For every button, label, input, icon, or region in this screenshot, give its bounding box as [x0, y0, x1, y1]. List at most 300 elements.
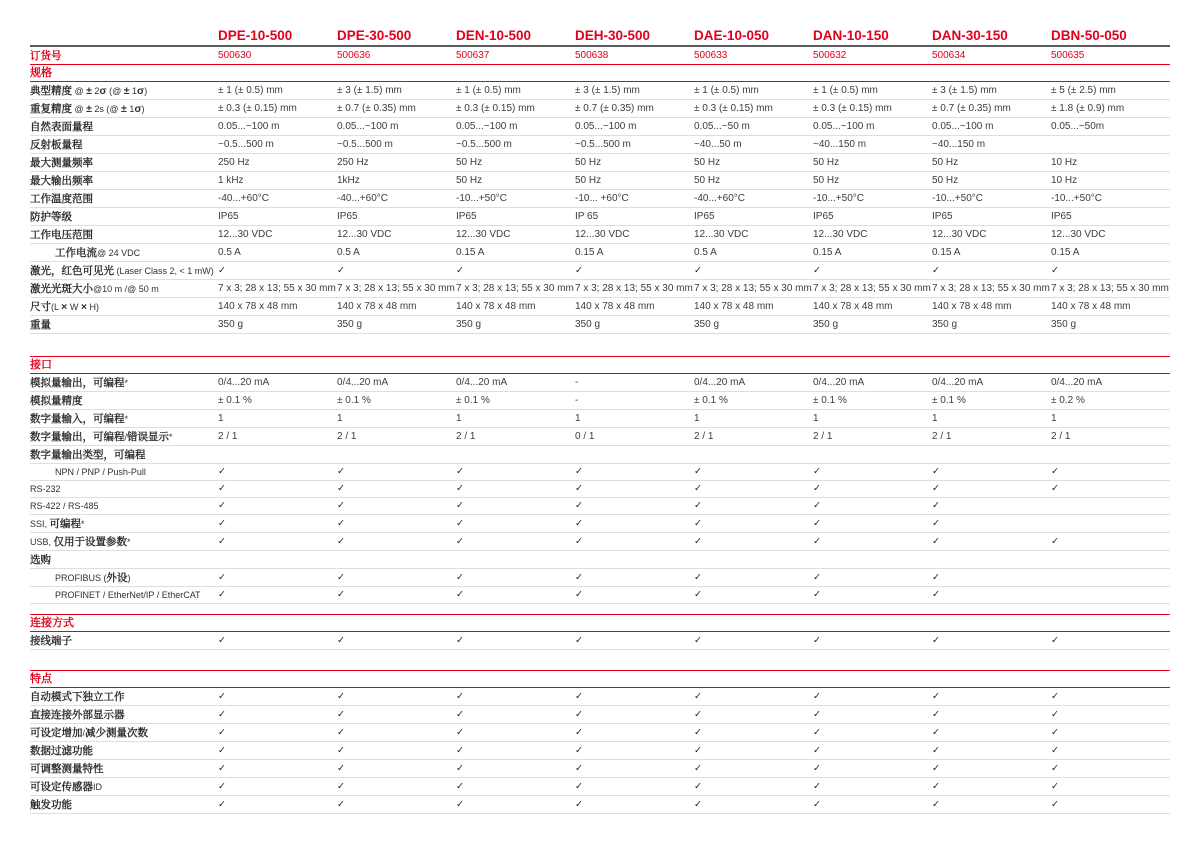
- column-header-model: DPE-30-500: [337, 27, 412, 43]
- check-mark: ✓: [337, 517, 345, 529]
- table-row: [30, 100, 1170, 118]
- spec-cell: ± 0.1 %: [218, 394, 252, 406]
- check-mark: ✓: [932, 517, 940, 529]
- spec-cell: 2 / 1: [218, 430, 238, 442]
- check-mark: ✓: [575, 535, 583, 547]
- check-mark: ✓: [932, 571, 940, 583]
- spec-cell: [337, 454, 456, 456]
- check-mark: ✓: [575, 798, 583, 810]
- check-mark: ✓: [575, 780, 583, 792]
- table-row: [30, 244, 1170, 262]
- check-mark: ✓: [456, 634, 464, 646]
- order-number: 500635: [1051, 49, 1085, 61]
- check-mark: ✓: [813, 690, 821, 702]
- spec-cell: ± 3 (± 1.5) mm: [575, 84, 640, 96]
- spec-cell: 1 kHz: [218, 174, 244, 186]
- check-mark: ✓: [218, 780, 226, 792]
- spec-cell: 0.5 A: [337, 246, 360, 258]
- row-label: 直接连接外部显示器: [30, 709, 125, 721]
- spec-cell: -: [575, 394, 579, 406]
- spec-cell: [1051, 144, 1170, 146]
- spec-cell: [456, 454, 575, 456]
- spec-cell: 350 g: [813, 318, 839, 330]
- table-row: [30, 632, 1170, 650]
- check-mark: ✓: [1051, 690, 1059, 702]
- spec-cell: 0.5 A: [218, 246, 241, 258]
- model-header-row: [30, 27, 1170, 47]
- check-mark: ✓: [1051, 264, 1059, 276]
- check-mark: ✓: [337, 571, 345, 583]
- check-mark: ✓: [694, 589, 702, 600]
- spec-cell: ± 0.2 %: [1051, 394, 1085, 406]
- spec-cell: 50 Hz: [575, 156, 602, 168]
- table-row: [30, 796, 1170, 814]
- spec-cell: ± 0.7 (± 0.35) mm: [337, 102, 416, 114]
- spec-cell: 1: [813, 412, 819, 424]
- check-mark: ✓: [337, 780, 345, 792]
- table-row: [30, 742, 1170, 760]
- order-number: 500638: [575, 49, 609, 61]
- check-mark: ✓: [575, 466, 583, 477]
- spec-cell: [813, 559, 932, 561]
- check-mark: ✓: [337, 264, 345, 276]
- spec-cell: IP65: [1051, 210, 1072, 222]
- table-row: [30, 82, 1170, 100]
- spec-cell: 0.05...~100 m: [218, 120, 280, 132]
- subsection-label: 选购: [30, 554, 51, 566]
- check-mark: ✓: [456, 466, 464, 477]
- spec-cell: 12...30 VDC: [813, 228, 868, 240]
- check-mark: ✓: [694, 780, 702, 792]
- check-mark: ✓: [694, 708, 702, 720]
- check-mark: ✓: [1051, 483, 1059, 494]
- check-mark: ✓: [932, 726, 940, 738]
- spec-cell: 12...30 VDC: [337, 228, 392, 240]
- row-label: USB, 仅用于设置参数*: [30, 536, 131, 548]
- spec-cell: IP65: [932, 210, 953, 222]
- spec-cell: IP65: [813, 210, 834, 222]
- spec-cell: 0/4...20 mA: [456, 376, 508, 388]
- spec-cell: 1: [694, 412, 700, 424]
- spec-cell: 0.05...~100 m: [932, 120, 994, 132]
- check-mark: ✓: [575, 500, 583, 511]
- check-mark: ✓: [218, 535, 226, 547]
- spec-cell: 10 Hz: [1051, 174, 1078, 186]
- row-label: 工作电压范围: [30, 229, 93, 241]
- section-title: 规格: [30, 64, 1170, 82]
- table-row: [30, 587, 1170, 604]
- spec-cell: 140 x 78 x 48 mm: [813, 300, 893, 312]
- column-header-model: DAN-30-150: [932, 27, 1008, 43]
- table-row: [30, 515, 1170, 533]
- spec-cell: 350 g: [218, 318, 244, 330]
- spec-cell: 140 x 78 x 48 mm: [218, 300, 298, 312]
- check-mark: ✓: [218, 517, 226, 529]
- spec-cell: ± 0.3 (± 0.15) mm: [218, 102, 297, 114]
- check-mark: ✓: [575, 726, 583, 738]
- spec-cell: 7 x 3; 28 x 13; 55 x 30 mm: [932, 282, 1050, 294]
- check-mark: ✓: [932, 466, 940, 477]
- table-row: [30, 446, 1170, 464]
- spec-cell: 1: [932, 412, 938, 424]
- spec-cell: 12...30 VDC: [1051, 228, 1106, 240]
- table-row: [30, 226, 1170, 244]
- row-label: 可调整测量特性: [30, 763, 104, 775]
- spec-cell: 140 x 78 x 48 mm: [456, 300, 536, 312]
- spec-cell: ± 0.1 %: [932, 394, 966, 406]
- spec-cell: 50 Hz: [932, 174, 959, 186]
- check-mark: ✓: [456, 535, 464, 547]
- table-section: [30, 614, 1170, 650]
- spec-cell: ± 1 (± 0.5) mm: [694, 84, 759, 96]
- check-mark: ✓: [218, 708, 226, 720]
- spec-cell: 2 / 1: [932, 430, 952, 442]
- row-label: 模拟量精度: [30, 395, 83, 407]
- table-row: [30, 298, 1170, 316]
- check-mark: ✓: [813, 726, 821, 738]
- spec-cell: -: [575, 376, 579, 388]
- spec-cell: 1: [218, 412, 224, 424]
- check-mark: ✓: [575, 744, 583, 756]
- check-mark: ✓: [575, 690, 583, 702]
- spec-cell: ± 0.7 (± 0.35) mm: [575, 102, 654, 114]
- row-label: 接线端子: [30, 635, 72, 647]
- spec-cell: IP65: [694, 210, 715, 222]
- spec-cell: [932, 559, 1051, 561]
- spec-cell: 1: [337, 412, 343, 424]
- table-row: [30, 118, 1170, 136]
- check-mark: ✓: [218, 690, 226, 702]
- check-mark: ✓: [456, 798, 464, 810]
- spec-cell: [337, 559, 456, 561]
- spec-cell: ± 0.3 (± 0.15) mm: [813, 102, 892, 114]
- check-mark: ✓: [813, 483, 821, 494]
- check-mark: ✓: [1051, 744, 1059, 756]
- check-mark: ✓: [813, 517, 821, 529]
- spec-cell: [813, 454, 932, 456]
- spec-cell: IP65: [218, 210, 239, 222]
- spec-cell: 7 x 3; 28 x 13; 55 x 30 mm: [694, 282, 812, 294]
- spec-cell: 250 Hz: [218, 156, 250, 168]
- check-mark: ✓: [1051, 798, 1059, 810]
- check-mark: ✓: [575, 517, 583, 529]
- spec-cell: 0.15 A: [932, 246, 961, 258]
- check-mark: ✓: [575, 634, 583, 646]
- spec-cell: 0/4...20 mA: [1051, 376, 1103, 388]
- column-header-model: DEN-10-500: [456, 27, 532, 43]
- spec-cell: 50 Hz: [694, 156, 721, 168]
- check-mark: ✓: [456, 726, 464, 738]
- table-row: [30, 569, 1170, 587]
- check-mark: ✓: [218, 500, 226, 511]
- spec-cell: ± 3 (± 1.5) mm: [337, 84, 402, 96]
- spec-cell: ± 5 (± 2.5) mm: [1051, 84, 1116, 96]
- spec-cell: 12...30 VDC: [932, 228, 987, 240]
- row-label: 最大输出频率: [30, 175, 93, 187]
- order-number: 500633: [694, 49, 728, 61]
- check-mark: ✓: [337, 589, 345, 600]
- spec-cell: ± 0.1 %: [337, 394, 371, 406]
- table-row: [30, 262, 1170, 280]
- check-mark: ✓: [694, 634, 702, 646]
- check-mark: ✓: [813, 466, 821, 477]
- table-row: [30, 724, 1170, 742]
- check-mark: ✓: [932, 535, 940, 547]
- row-label: 重量: [30, 319, 51, 331]
- spec-cell: -40...+60°C: [694, 192, 745, 204]
- section-title: 连接方式: [30, 614, 1170, 632]
- row-label: 典型精度 @ ± 2σ (@ ± 1σ): [30, 85, 148, 97]
- spec-cell: 0 / 1: [575, 430, 595, 442]
- table-row: [30, 392, 1170, 410]
- check-mark: ✓: [813, 535, 821, 547]
- spec-cell: 350 g: [575, 318, 601, 330]
- row-label: PROFINET / EtherNet/IP / EtherCAT: [55, 590, 201, 600]
- check-mark: ✓: [932, 500, 940, 511]
- spec-cell: ~40...150 m: [813, 138, 867, 150]
- row-label: 自动模式下独立工作: [30, 691, 125, 703]
- spec-cell: IP65: [456, 210, 477, 222]
- spec-cell: 50 Hz: [813, 174, 840, 186]
- spec-cell: 2 / 1: [694, 430, 714, 442]
- check-mark: ✓: [694, 500, 702, 511]
- table-sections: [30, 64, 1170, 814]
- spec-cell: ~0.5...500 m: [218, 138, 274, 150]
- table-row: [30, 688, 1170, 706]
- spec-cell: 140 x 78 x 48 mm: [1051, 300, 1131, 312]
- spec-cell: ± 1.8 (± 0.9) mm: [1051, 102, 1125, 114]
- spec-cell: 0.05...~50 m: [694, 120, 750, 132]
- table-row: [30, 706, 1170, 724]
- check-mark: ✓: [694, 798, 702, 810]
- row-label: 可设定传感器ID: [30, 781, 102, 793]
- check-mark: ✓: [456, 708, 464, 720]
- row-label: 模拟量输出，可编程*: [30, 377, 129, 389]
- spec-cell: 0.05...~50m: [1051, 120, 1105, 132]
- table-row: [30, 410, 1170, 428]
- spec-cell: 7 x 3; 28 x 13; 55 x 30 mm: [337, 282, 455, 294]
- spec-cell: 350 g: [456, 318, 482, 330]
- subsection-label: 数字量输出类型，可编程: [30, 449, 146, 461]
- spec-cell: 0/4...20 mA: [337, 376, 389, 388]
- spec-cell: 7 x 3; 28 x 13; 55 x 30 mm: [1051, 282, 1169, 294]
- spec-cell: 0.15 A: [456, 246, 485, 258]
- check-mark: ✓: [694, 571, 702, 583]
- check-mark: ✓: [337, 744, 345, 756]
- spec-cell: 12...30 VDC: [456, 228, 511, 240]
- check-mark: ✓: [337, 535, 345, 547]
- order-row-label: 订货号: [30, 50, 62, 62]
- check-mark: ✓: [813, 500, 821, 511]
- check-mark: ✓: [337, 634, 345, 646]
- check-mark: ✓: [694, 264, 702, 276]
- row-label: 数字量输出，可编程/错误显示*: [30, 431, 173, 443]
- check-mark: ✓: [1051, 466, 1059, 477]
- spec-cell: 1: [456, 412, 462, 424]
- table-row: [30, 154, 1170, 172]
- spec-cell: 140 x 78 x 48 mm: [932, 300, 1012, 312]
- spec-cell: [456, 559, 575, 561]
- spec-cell: 0/4...20 mA: [932, 376, 984, 388]
- row-label: NPN / PNP / Push-Pull: [55, 467, 146, 477]
- row-label: 激光光斑大小@10 m /@ 50 m: [30, 283, 159, 295]
- spec-cell: ± 0.1 %: [813, 394, 847, 406]
- check-mark: ✓: [932, 589, 940, 600]
- check-mark: ✓: [694, 535, 702, 547]
- spec-cell: [575, 559, 694, 561]
- spec-cell: 0.05...~100 m: [456, 120, 518, 132]
- check-mark: ✓: [218, 762, 226, 774]
- spec-cell: -40...+60°C: [218, 192, 269, 204]
- spec-cell: [1051, 577, 1170, 579]
- check-mark: ✓: [1051, 634, 1059, 646]
- check-mark: ✓: [813, 589, 821, 600]
- spec-cell: [1051, 505, 1170, 507]
- table-row: [30, 498, 1170, 515]
- check-mark: ✓: [813, 708, 821, 720]
- check-mark: ✓: [456, 571, 464, 583]
- spec-cell: 2 / 1: [1051, 430, 1071, 442]
- check-mark: ✓: [1051, 726, 1059, 738]
- check-mark: ✓: [218, 744, 226, 756]
- check-mark: ✓: [694, 762, 702, 774]
- row-label: 尺寸(L × W × H): [30, 301, 99, 313]
- table-row: [30, 172, 1170, 190]
- check-mark: ✓: [456, 500, 464, 511]
- spec-cell: ± 0.3 (± 0.15) mm: [456, 102, 535, 114]
- table-row: [30, 190, 1170, 208]
- spec-cell: -10...+50°C: [932, 192, 983, 204]
- row-label: 重复精度 @ ± 2s (@ ± 1σ): [30, 103, 145, 115]
- check-mark: ✓: [575, 708, 583, 720]
- check-mark: ✓: [218, 264, 226, 276]
- spec-cell: 140 x 78 x 48 mm: [337, 300, 417, 312]
- row-label: RS-232: [30, 484, 61, 494]
- check-mark: ✓: [218, 589, 226, 600]
- table-row: [30, 551, 1170, 569]
- spec-cell: 0.15 A: [1051, 246, 1080, 258]
- spec-cell: ± 0.7 (± 0.35) mm: [932, 102, 1011, 114]
- spec-cell: [694, 559, 813, 561]
- row-label: 工作电流@ 24 VDC: [55, 247, 141, 259]
- check-mark: ✓: [932, 690, 940, 702]
- spec-cell: ± 0.1 %: [456, 394, 490, 406]
- section-title: 接口: [30, 356, 1170, 374]
- table-row: [30, 760, 1170, 778]
- column-header-model: DEH-30-500: [575, 27, 651, 43]
- spec-cell: 0.05...~100 m: [575, 120, 637, 132]
- table-section: [30, 64, 1170, 334]
- spec-cell: ± 1 (± 0.5) mm: [456, 84, 521, 96]
- check-mark: ✓: [456, 690, 464, 702]
- spec-cell: ± 1 (± 0.5) mm: [813, 84, 878, 96]
- check-mark: ✓: [932, 483, 940, 494]
- spec-cell: [694, 454, 813, 456]
- spec-cell: 350 g: [694, 318, 720, 330]
- check-mark: ✓: [575, 589, 583, 600]
- spec-cell: 7 x 3; 28 x 13; 55 x 30 mm: [575, 282, 693, 294]
- check-mark: ✓: [694, 517, 702, 529]
- check-mark: ✓: [456, 762, 464, 774]
- spec-cell: 12...30 VDC: [218, 228, 273, 240]
- table-section: [30, 670, 1170, 814]
- row-label: SSI, 可编程*: [30, 518, 85, 530]
- table-row: [30, 280, 1170, 298]
- spec-cell: ~40...50 m: [694, 138, 742, 150]
- spec-cell: 12...30 VDC: [694, 228, 749, 240]
- spec-cell: 7 x 3; 28 x 13; 55 x 30 mm: [456, 282, 574, 294]
- table-row: [30, 208, 1170, 226]
- spec-cell: -10...+50°C: [813, 192, 864, 204]
- check-mark: ✓: [813, 762, 821, 774]
- spec-cell: IP65: [337, 210, 358, 222]
- order-number: 500637: [456, 49, 490, 61]
- check-mark: ✓: [932, 634, 940, 646]
- order-number-row: [30, 47, 1170, 64]
- check-mark: ✓: [337, 726, 345, 738]
- check-mark: ✓: [694, 466, 702, 477]
- spec-cell: 50 Hz: [575, 174, 602, 186]
- order-number: 500634: [932, 49, 966, 61]
- check-mark: ✓: [575, 264, 583, 276]
- column-header-model: DAE-10-050: [694, 27, 770, 43]
- spec-cell: IP 65: [575, 210, 599, 222]
- spec-cell: [218, 559, 337, 561]
- check-mark: ✓: [575, 762, 583, 774]
- order-number: 500636: [337, 49, 371, 61]
- row-label: PROFIBUS (外设): [55, 572, 131, 584]
- spec-cell: ± 0.3 (± 0.15) mm: [694, 102, 773, 114]
- check-mark: ✓: [932, 798, 940, 810]
- check-mark: ✓: [218, 466, 226, 477]
- spec-cell: 250 Hz: [337, 156, 369, 168]
- check-mark: ✓: [337, 708, 345, 720]
- spec-cell: ~0.5...500 m: [456, 138, 512, 150]
- check-mark: ✓: [1051, 535, 1059, 547]
- row-label: 防护等级: [30, 211, 72, 223]
- order-number: 500632: [813, 49, 847, 61]
- column-header-spacer: [30, 35, 218, 37]
- spec-cell: 50 Hz: [813, 156, 840, 168]
- spec-cell: 350 g: [932, 318, 958, 330]
- check-mark: ✓: [456, 589, 464, 600]
- spec-cell: -10...+50°C: [1051, 192, 1102, 204]
- spec-cell: [1051, 559, 1170, 561]
- spec-cell: 1kHz: [337, 174, 360, 186]
- check-mark: ✓: [932, 264, 940, 276]
- check-mark: ✓: [456, 744, 464, 756]
- spec-cell: -10...+50°C: [456, 192, 507, 204]
- check-mark: ✓: [694, 690, 702, 702]
- row-label: 数据过滤功能: [30, 745, 93, 757]
- check-mark: ✓: [456, 264, 464, 276]
- check-mark: ✓: [813, 634, 821, 646]
- check-mark: ✓: [1051, 780, 1059, 792]
- row-label: 触发功能: [30, 799, 72, 811]
- check-mark: ✓: [932, 744, 940, 756]
- row-label: 可设定增加/减少测量次数: [30, 727, 149, 739]
- spec-cell: 0.15 A: [575, 246, 604, 258]
- spec-cell: 50 Hz: [932, 156, 959, 168]
- check-mark: ✓: [218, 726, 226, 738]
- spec-cell: 7 x 3; 28 x 13; 55 x 30 mm: [813, 282, 931, 294]
- row-label: 最大测量频率: [30, 157, 93, 169]
- check-mark: ✓: [694, 726, 702, 738]
- spec-cell: 2 / 1: [813, 430, 833, 442]
- spec-comparison-table: [30, 27, 1170, 814]
- spec-cell: 50 Hz: [456, 174, 483, 186]
- check-mark: ✓: [1051, 708, 1059, 720]
